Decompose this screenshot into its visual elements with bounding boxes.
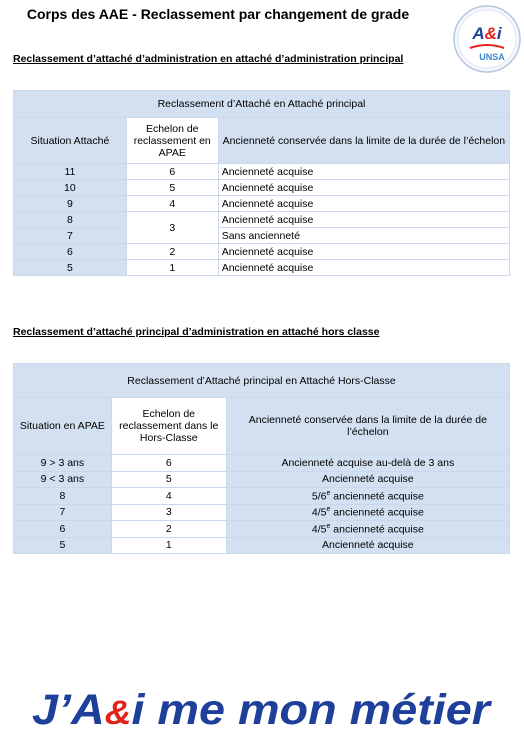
table-caption-row xyxy=(14,91,510,118)
cell-anciennete: 4/5e ancienneté acquise xyxy=(226,521,509,538)
cell-echelon: 2 xyxy=(111,521,226,538)
column-header-anciennete: Ancienneté conservée dans la limite de la durée de l’échelon xyxy=(218,118,509,164)
page-title: Corps des AAE - Reclassement par changement de grade xyxy=(26,6,410,22)
table-row xyxy=(14,504,510,521)
table-row xyxy=(14,455,510,472)
table-row xyxy=(14,521,510,538)
cell-anciennete: Ancienneté acquise au-delà de 3 ans xyxy=(226,455,509,472)
cell-situation: 7 xyxy=(14,504,112,521)
table-row xyxy=(14,488,510,505)
table-header-row xyxy=(14,118,510,164)
column-header-echelon: Echelon de reclassement en APAE xyxy=(126,118,218,164)
cell-anciennete: Sans ancienneté xyxy=(218,228,509,244)
section-title-attache-principal: Reclassement d’attaché d’administration en attaché d’administration principal xyxy=(13,53,404,65)
column-header-situation: Situation en APAE xyxy=(14,398,112,455)
cell-anciennete: Ancienneté acquise xyxy=(226,471,509,488)
svg-text:J’A&i me mon métier: J’A &i me mon métier xyxy=(32,686,462,734)
cell-anciennete: Ancienneté acquise xyxy=(218,180,509,196)
table-attache-to-principal xyxy=(13,90,510,276)
cell-situation: 6 xyxy=(14,244,127,260)
cell-situation: 5 xyxy=(14,260,127,276)
cell-echelon: 5 xyxy=(111,471,226,488)
svg-text:UNSA: UNSA xyxy=(479,52,505,62)
cell-echelon: 5 xyxy=(126,180,218,196)
table-row xyxy=(14,164,510,180)
section-title-hors-classe: Reclassement d’attaché principal d’administration en attaché hors classe xyxy=(13,326,380,338)
svg-text:A&i: A&i xyxy=(472,24,502,43)
table-header-row xyxy=(14,398,510,455)
table-caption-row xyxy=(14,364,510,398)
table-row xyxy=(14,471,510,488)
cell-situation: 10 xyxy=(14,180,127,196)
cell-echelon: 6 xyxy=(111,455,226,472)
cell-echelon: 3 xyxy=(111,504,226,521)
table-caption: Reclassement d’Attaché en Attaché principal xyxy=(14,91,510,118)
cell-situation: 8 xyxy=(14,212,127,228)
column-header-echelon: Echelon de reclassement dans le Hors-Classe xyxy=(111,398,226,455)
cell-anciennete: 4/5e ancienneté acquise xyxy=(226,504,509,521)
table-row xyxy=(14,212,510,228)
cell-situation: 9 xyxy=(14,196,127,212)
cell-echelon: 2 xyxy=(126,244,218,260)
cell-situation: 9 > 3 ans xyxy=(14,455,112,472)
table-row xyxy=(14,244,510,260)
table-principal-to-hors-classe xyxy=(13,363,510,554)
cell-echelon: 6 xyxy=(126,164,218,180)
cell-situation: 11 xyxy=(14,164,127,180)
cell-situation: 5 xyxy=(14,537,112,554)
cell-anciennete: Ancienneté acquise xyxy=(226,537,509,554)
column-header-situation: Situation Attaché xyxy=(14,118,127,164)
cell-situation: 9 < 3 ans xyxy=(14,471,112,488)
column-header-anciennete: Ancienneté conservée dans la limite de la durée de l’échelon xyxy=(226,398,509,455)
cell-echelon: 4 xyxy=(126,196,218,212)
cell-anciennete: Ancienneté acquise xyxy=(218,244,509,260)
cell-echelon: 4 xyxy=(111,488,226,505)
jaime-mon-metier-slogan xyxy=(32,683,492,735)
table-row xyxy=(14,537,510,554)
table-row xyxy=(14,228,510,244)
cell-situation: 6 xyxy=(14,521,112,538)
cell-anciennete: 5/6e ancienneté acquise xyxy=(226,488,509,505)
cell-anciennete: Ancienneté acquise xyxy=(218,212,509,228)
table-row xyxy=(14,196,510,212)
cell-anciennete: Ancienneté acquise xyxy=(218,196,509,212)
cell-situation: 7 xyxy=(14,228,127,244)
cell-anciennete: Ancienneté acquise xyxy=(218,260,509,276)
ai-unsa-logo xyxy=(452,4,522,74)
table-row xyxy=(14,180,510,196)
cell-echelon: 3 xyxy=(126,212,218,244)
cell-echelon: 1 xyxy=(111,537,226,554)
cell-situation: 8 xyxy=(14,488,112,505)
table-row xyxy=(14,260,510,276)
table-caption: Reclassement d’Attaché principal en Attaché Hors-Classe xyxy=(14,364,510,398)
cell-echelon: 1 xyxy=(126,260,218,276)
cell-anciennete: Ancienneté acquise xyxy=(218,164,509,180)
